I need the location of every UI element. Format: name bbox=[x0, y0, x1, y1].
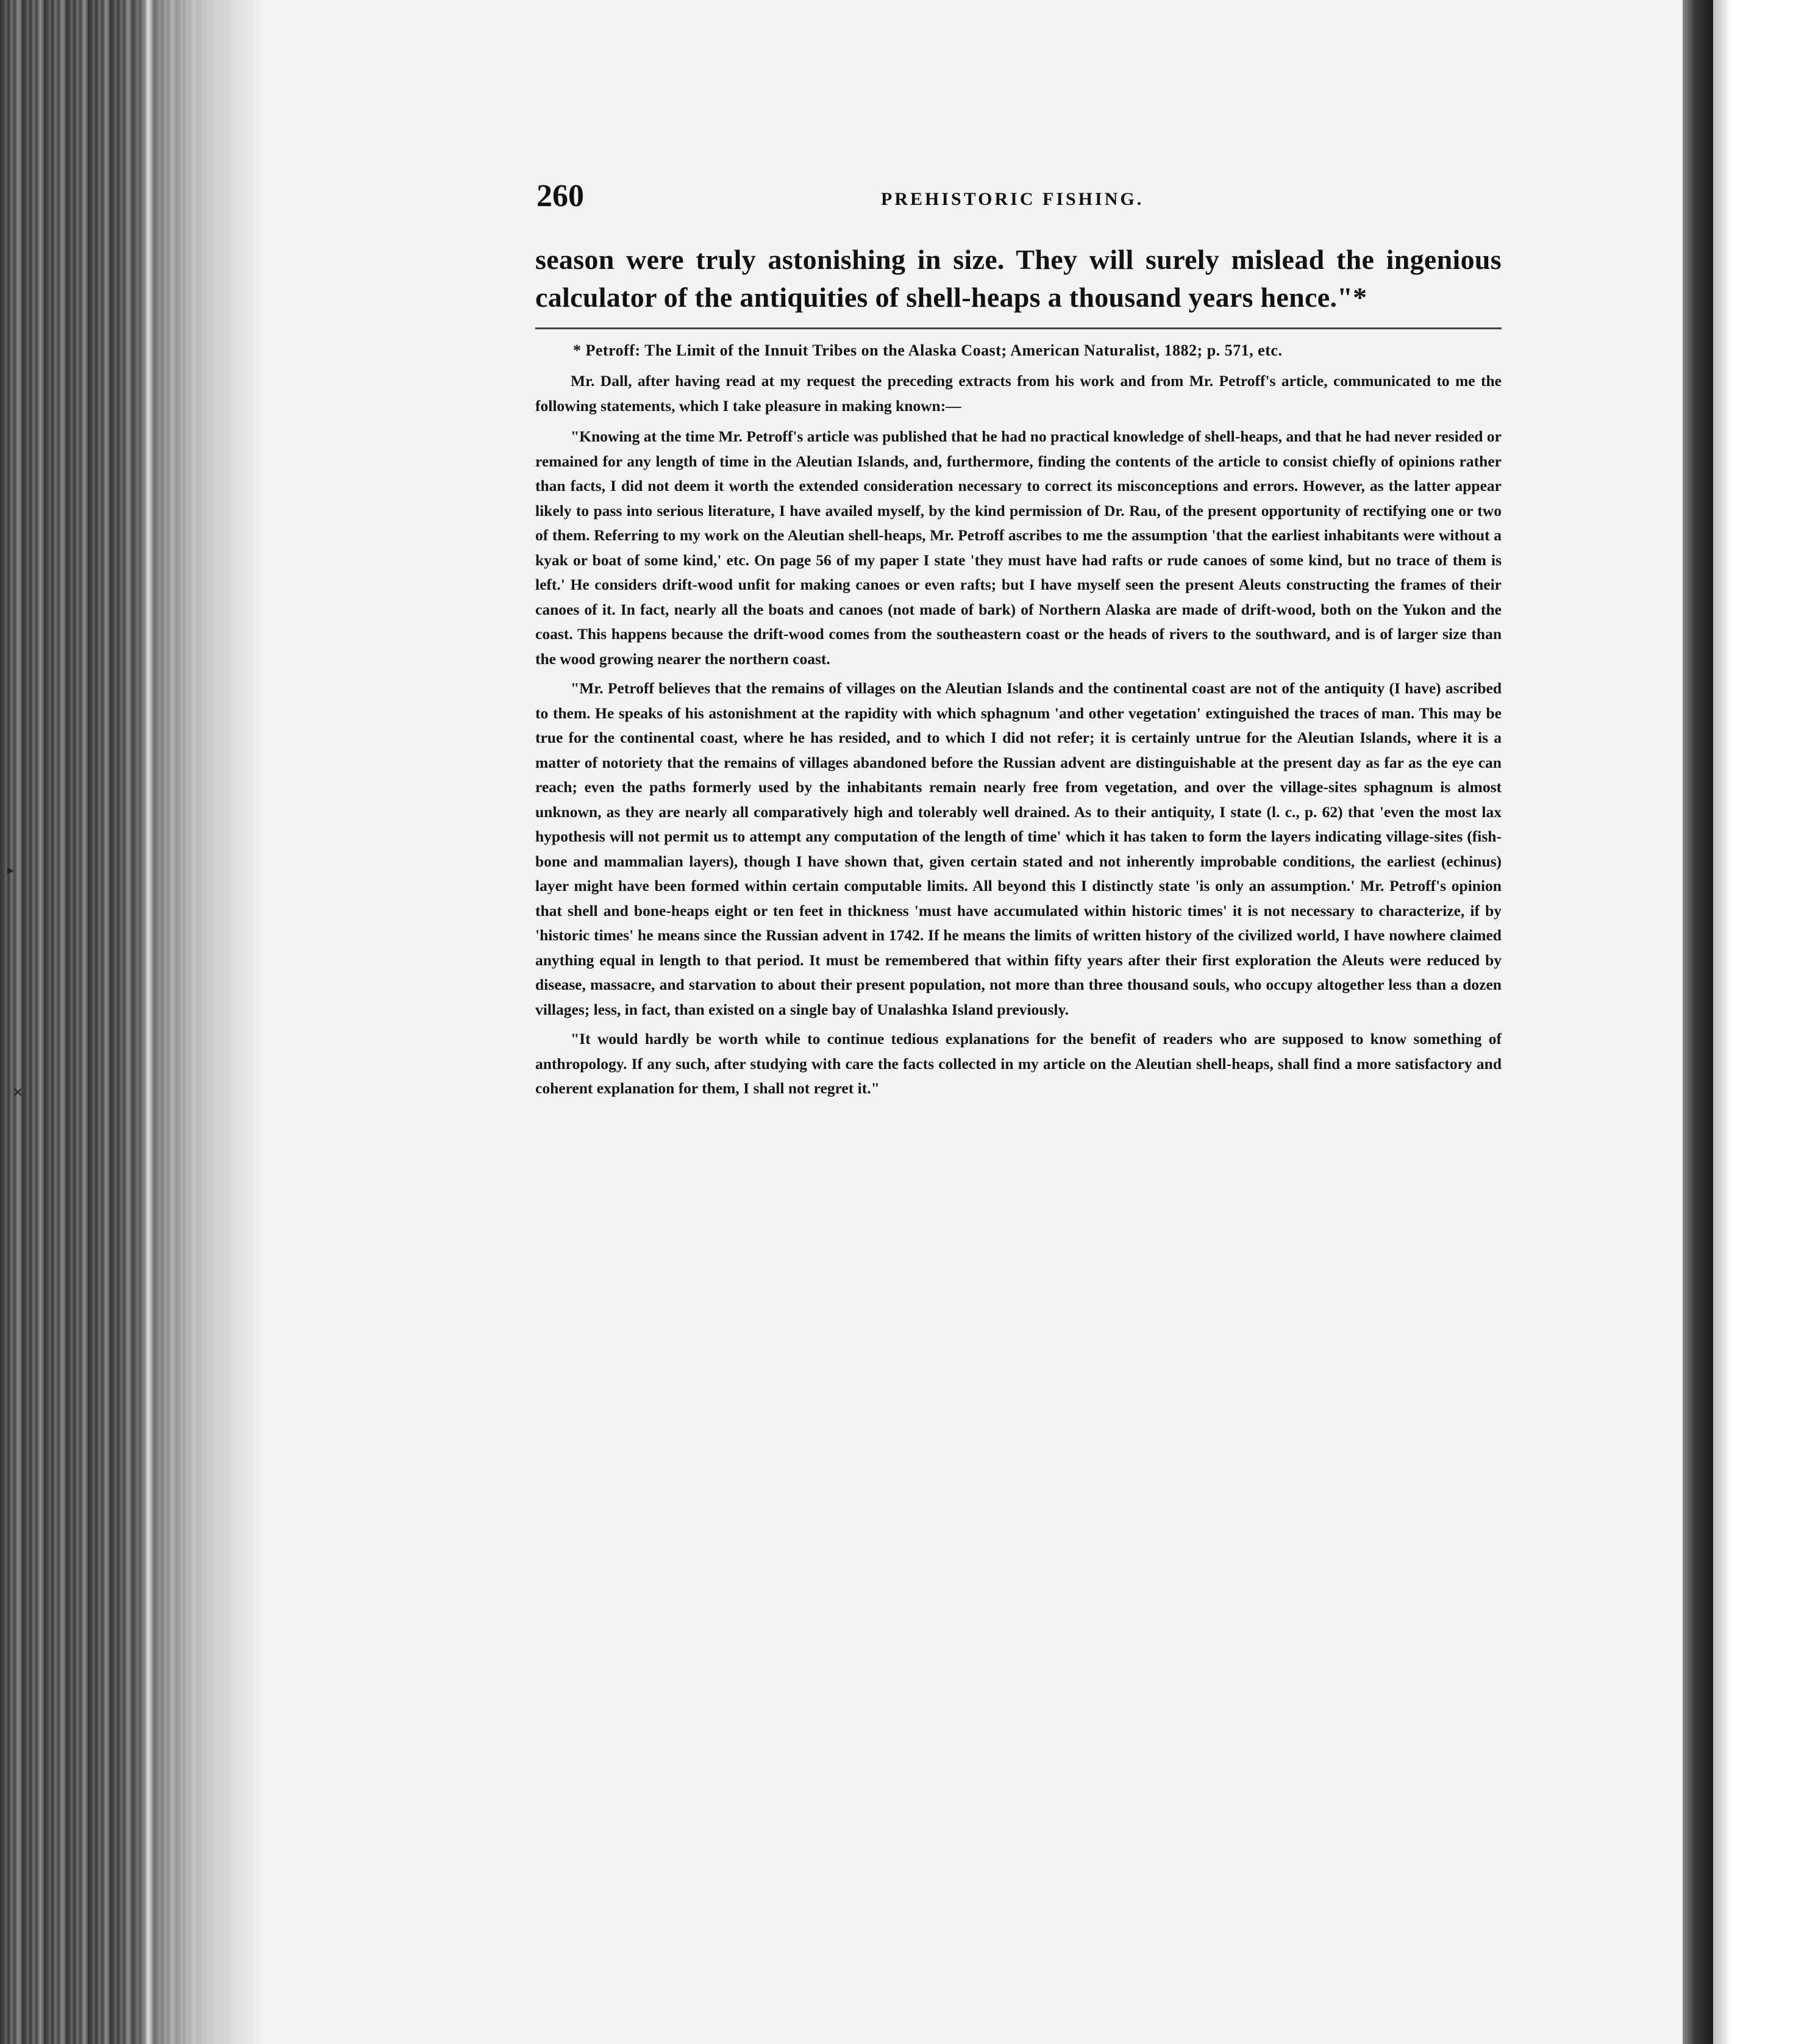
paragraph: "Mr. Petroff believes that the remains of villages on the Aleutian Islands and the continental coast are not of the antiquity (I have) ascribed to them. He speaks of his astonishment at the rapidity with which sphagnum 'and other vegetation' extinguished the traces of man. This may be true for the continental coast, where he has resided, and to which I did not refer; it is certainly untrue for the Aleutian Islands, where it is a matter of notoriety that the remains of villages abandoned before the Russian advent are distinguishable at the present day as far as the eye can reach; even the paths formerly used by the inhabitants remain nearly free from vegetation, and over the village-sites sphagnum is almost unknown, as they are nearly all comparatively high and tolerably well drained. As to their antiquity, I state (l. c., p. 62) that 'even the most lax hypothesis will not permit us to attempt any computation of the length of time' which it has taken to form the layers indicating village-sites (fish-bone and mammalian layers), though I have shown that, given certain stated and not inherently improbable conditions, the earliest (echinus) layer might have been formed within certain computable limits. All beyond this I distinctly state 'is only an assumption.' Mr. Petroff's opinion that shell and bone-heaps eight or ten feet in thickness 'must have accumulated within historic times' it is not necessary to characterize, if by 'historic times' he means since the Russian advent in 1742. If he means the limits of written history of the civilized world, I have nowhere claimed anything equal in length to that period. It must be remembered that within fifty years after their first exploration the Aleuts were reduced by disease, massacre, and starvation to about their present population, not more than three thousand souls, who occupy altogether less than a dozen villages; less, in fact, than existed on a single bay of Unalashka Island previously. bbox=[535, 679, 1502, 1018]
paragraph: "It would hardly be worth while to continue tedious explanations for the benefit of readers who are supposed to know something of anthropology. If any such, after studying with care the facts collected in my article on the Aleutian shell-heaps, shall find a more satisfactory and coherent explanation for them, I shall not regret it." bbox=[535, 1030, 1502, 1097]
right-page-edge bbox=[1683, 0, 1713, 2044]
paragraph: "Knowing at the time Mr. Petroff's article was published that he had no practical knowledge of shell-heaps, and that he had never resided or remained for any length of time in the Aleutian Islands, and, furthermore, finding the contents of the article to consist chiefly of opinions rather than facts, I did not deem it worth the extended consideration necessary to correct its misconceptions and errors. However, as the latter appear likely to pass into serious literature, I have availed myself, by the kind permission of Dr. Rau, of the present opportunity of rectifying one or two of them. Referring to my work on the Aleutian shell-heaps, Mr. Petroff ascribes to me the assumption 'that the earliest inhabitants were without a kyak or boat of some kind,' etc. On page 56 of my paper I state 'they must have had rafts or rude canoes of some kind, but no trace of them is left.' He considers drift-wood unfit for making canoes or even rafts; but I have myself seen the present Aleuts constructing the frames of their canoes of it. In fact, nearly all the boats and canoes (not made of bark) of Northern Alaska are made of drift-wood, both on the Yukon and the coast. This happens because the drift-wood comes from the southeastern coast or the heads of rivers to the southward, and is of larger size than the wood growing nearer the northern coast. bbox=[535, 427, 1502, 668]
running-head: PREHISTORIC FISHING. bbox=[881, 189, 1144, 209]
page-number: 260 bbox=[536, 179, 584, 213]
margin-speck-mark: ✕ bbox=[12, 1085, 24, 1101]
page-header bbox=[536, 178, 1500, 221]
lead-paragraph: season were truly astonishing in size. They will surely mislead the ingenious calculator of the antiquities of shell-heaps a thousand years hence."* bbox=[535, 244, 1502, 313]
body-text bbox=[535, 369, 1502, 1102]
paragraph: Mr. Dall, after having read at my request the preceding extracts from his work and from Mr. Petroff's article, communicated to me the following statements, which I take pleasure in making known:— bbox=[535, 372, 1502, 415]
margin-speck-mark: ▸ bbox=[7, 863, 15, 878]
footnote: * Petroff: The Limit of the Innuit Tribes on the Alaska Coast; American Naturalist, 1882; p. 571, etc. bbox=[573, 341, 1283, 359]
right-margin bbox=[1713, 0, 1731, 2044]
footnote-rule bbox=[535, 327, 1502, 329]
page-crease bbox=[144, 0, 152, 2044]
